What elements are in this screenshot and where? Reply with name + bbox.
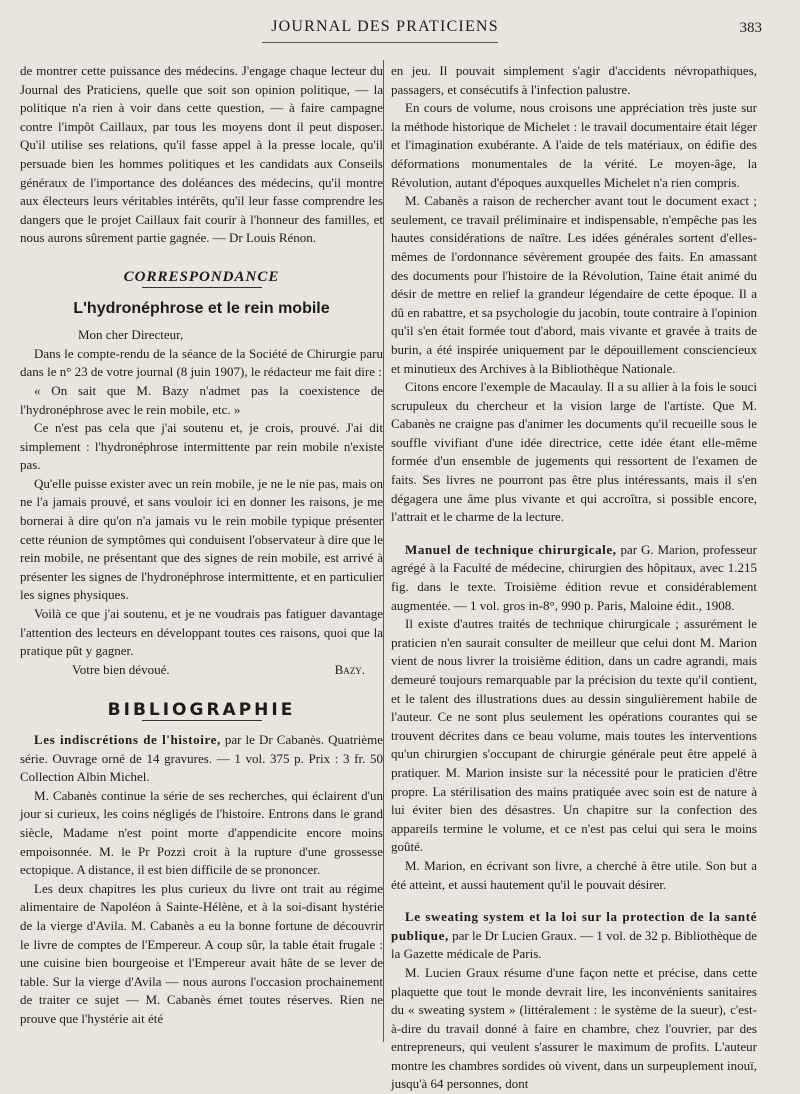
book-entry	[391, 908, 757, 964]
letter-paragraph: Qu'elle puisse exister avec un rein mobile, je ne le nie pas, mais on ne l'a jamais prouvé, et sans vouloir ici en donner les raisons, je me bornerai à dire qu'on n'a jamais vu le rein mobile typique présenter cette réunion de symptômes qui conduisent l'observateur à dire que le rein mobile, ne présentant que des signes de rein mobile, est arrivé à présenter les signes de l'hydronéphrose intermittente, et en particulier les signes physiques.	[20, 475, 383, 603]
right-column	[391, 62, 757, 1094]
article-title: L'hydronéphrose et le rein mobile	[73, 299, 330, 317]
letter-paragraph: « On sait que M. Bazy n'admet pas la coexistence de l'hydronéphrose avec le rein mobile, etc. »	[20, 382, 383, 417]
book-reference: par le Dr Cabanès. Quatrième série. Ouvrage orné de 14 gravures. — 1 vol. 375 p. Prix : 3 fr. 50 Collection Albin Michel.	[20, 732, 384, 785]
book-entry	[391, 541, 757, 615]
review-paragraph: M. Lucien Graux résume d'une façon nette et précise, dans cette plaquette que tout le monde devrait lire, les inconvénients sanitaires du « sweating system » (littéralement : le système de la sueur), c'est-à-dire du travail donné à faire en chambre, chez l'ouvrier, par des entrepreneurs, qui veulent s'assurer le maximum de profits. L'auteur montre les chambres sordides où vivent, dans un surpeuplement inouï, jusqu'à 64 personnes, dont	[391, 964, 757, 1092]
section-rule	[142, 287, 262, 288]
book-reference: par le Dr Lucien Graux. — 1 vol. de 32 p. Bibliothèque de la Gazette médicale de Paris.	[391, 927, 757, 962]
letter-closing	[20, 661, 383, 680]
review-paragraph: en jeu. Il pouvait simplement s'agir d'accidents névropathiques, passagers, et consécutifs à l'infection palustre.	[391, 63, 757, 97]
letter-paragraph: Dans le compte-rendu de la séance de la Société de Chirurgie paru dans le n° 23 de votre journal (8 juin 1907), le rédacteur me fait dire :	[20, 345, 383, 380]
entry-spacer	[391, 894, 757, 908]
signature: Bazy.	[334, 661, 365, 677]
column-divider	[383, 60, 384, 1042]
review-paragraph: M. Cabanès continue la série de ses recherches, qui éclairent d'un jour si curieux, les coins négligés de l'histoire. Entrons dans le grand siècle, Madame n'est point morte d'appendicite encore moins empoisonnée. M. le Pr Pozzi croit à la rupture d'une grossesse ectopique. A distance, il est bien difficile de se prononcer.	[20, 787, 383, 878]
bibliographie-heading: BIBLIOGRAPHIE	[107, 700, 296, 721]
page-number: 383	[739, 20, 762, 36]
running-header	[0, 18, 800, 44]
intro-paragraph: de montrer cette puissance des médecins. J'engage chaque lecteur du Journal des Praticiens, quelle que soit son opinion politique, — la politique n'a rien à voir dans cette question, — à faire campagne contre l'impôt Caillaux, par tous les moyens dont il peut disposer. Qu'il utilise ses relations, qu'il fasse appel à la presse locale, qu'il persuade bien les hommes politiques et les candidats aux Conseils généraux de l'importance des doléances des médecins, qu'il montre aux électeurs leurs véritables intérêts, qu'il leur fasse comprendre les dangers que le projet Caillaux fait courir à l'honneur des familles, et nous aurons sûrement partie gagnée. — Dr Louis Rénon.	[20, 63, 383, 246]
book-title: Les indiscrétions de l'histoire,	[34, 732, 221, 747]
book-entry	[20, 731, 383, 787]
section-title-correspondance	[20, 268, 383, 288]
review-paragraph: Les deux chapitres les plus curieux du livre ont trait au régime alimentaire de Napoléon à Sainte-Hélène, et à la soi-disant hystérie de la vierge d'Avila. M. Cabanès a eu la bonne fortune de découvrir le livre de comptes de l'Empereur. A coup sûr, la table était frugale : une cuisine bien bourgeoise et l'Empereur avait hâte de se lever de table. Sur la vierge d'Avila — nous aurons l'occasion prochainement de traiter ce sujet — M. Cabanès émet toutes réserves. Rien ne prouve que l'hystérie ait été	[20, 880, 383, 1026]
closing-text: Votre bien dévoué.	[72, 661, 170, 677]
review-paragraph: Il existe d'autres traités de technique chirurgicale ; assurément le praticien n'en saurait consulter de meilleur que celui dont M. Marion vient de nous livrer la troisième édition, dans un cadre agrandi, mais demeuré toujours remarquable par la précision du texte qu'il contient, et le talent des illustrations dues au dessin singulièrement habile de l'auteur. Ce ne sont plus seulement les opérations courantes qui se trouvent décrites dans ce beau volume, mais toutes les interventions qu'un chirurgien s'occupant de chirurgie générale peut être appelé à pratiquer. M. Marion insiste sur la nécessité pour le praticien d'être propre. La stérilisation des mains pratiquée avec soin est de nature à lui éviter bien des désastres. Un chapitre sur la confection des appareils termine le volume, et ce n'est pas celui qui sera le moins goûté.	[391, 616, 757, 855]
letter-paragraph: Voilà ce que j'ai soutenu, et je ne voudrais pas fatiguer davantage l'attention des lecteurs en développant toutes ces raisons, quoi que la pratique pût y gagner.	[20, 606, 383, 659]
journal-title: JOURNAL DES PRATICIENS	[271, 18, 499, 35]
left-column	[20, 62, 383, 1029]
header-rule	[262, 42, 498, 43]
review-paragraph: M. Marion, en écrivant son livre, a cherché à être utile. Son but a été atteint, et aussi hautement qu'il le pouvait désirer.	[391, 857, 757, 892]
section-title-bibliographie	[20, 701, 383, 721]
book-reference: par G. Marion, professeur agrégé à la Faculté de médecine, chirurgien des hôpitaux, avec 1.215 fig. dans le texte. Troisième édition revue et considérablement augmentée. — 1 vol. gros in-8°, 990 p. Paris, Maloine édit., 1908.	[391, 541, 758, 613]
review-paragraph: Citons encore l'exemple de Macaulay. Il a su allier à la fois le souci scrupuleux du chercheur et la vision large de l'artiste. Que M. Cabanès ne craigne pas d'animer les documents qu'il recueille sous le souffle vivifiant d'une idée directrice, cette idée étant elle-même formée d'un ensemble de jugements qui ressortent de l'examen de faits. Ses livres ne pourront pas être plus intéressants, mais il s'en dégagera une âme plus vivante et qui accroîtra, si possible encore, l'attrait et le charme de la lecture.	[391, 379, 757, 525]
book-title: Manuel de technique chirurgicale,	[405, 541, 617, 557]
entry-spacer	[391, 527, 757, 541]
section-title-text: CORRESPONDANCE	[123, 268, 280, 285]
letter-paragraph: Ce n'est pas cela que j'ai soutenu et, je crois, prouvé. J'ai dit simplement : l'hydronéphrose intermittente par rein mobile n'existe pas.	[20, 420, 383, 473]
review-paragraph: En cours de volume, nous croisons une appréciation très juste sur la méthode historique de Michelet : le travail documentaire était léger et l'imagination exubérante. A l'aide de tels matériaux, on édifie des déformations monumentales de la vérité. Le moyen-âge, la Révolution, autant d'époques auxquelles Michelet n'a rien compris.	[391, 100, 757, 190]
review-paragraph: M. Cabanès a raison de rechercher avant tout le document exact ; seulement, ce travail préliminaire et indispensable, n'empêche pas les hautes considérations de naître. Les idées générales sortent d'elles-mêmes de l'ordonnance sévèrement groupée des faits. En amassant des documents pour l'histoire de la Révolution, Taine était animé du désir de mettre en relief la grandeur légendaire de cette époque. Il a dû en rabattre, et sa psychologie du jacobin, toute contraire à l'opinion qu'il s'en était formée tout d'abord, mais vivante et gravée à traits de burin, a été inspirée uniquement par le dépouillement consciencieux et minutieux des Archives à la Bibliothèque Nationale.	[391, 193, 757, 376]
book-title: Le sweating system et la loi sur la protection de la santé publique,	[391, 909, 757, 943]
salutation: Mon cher Directeur,	[78, 327, 184, 343]
